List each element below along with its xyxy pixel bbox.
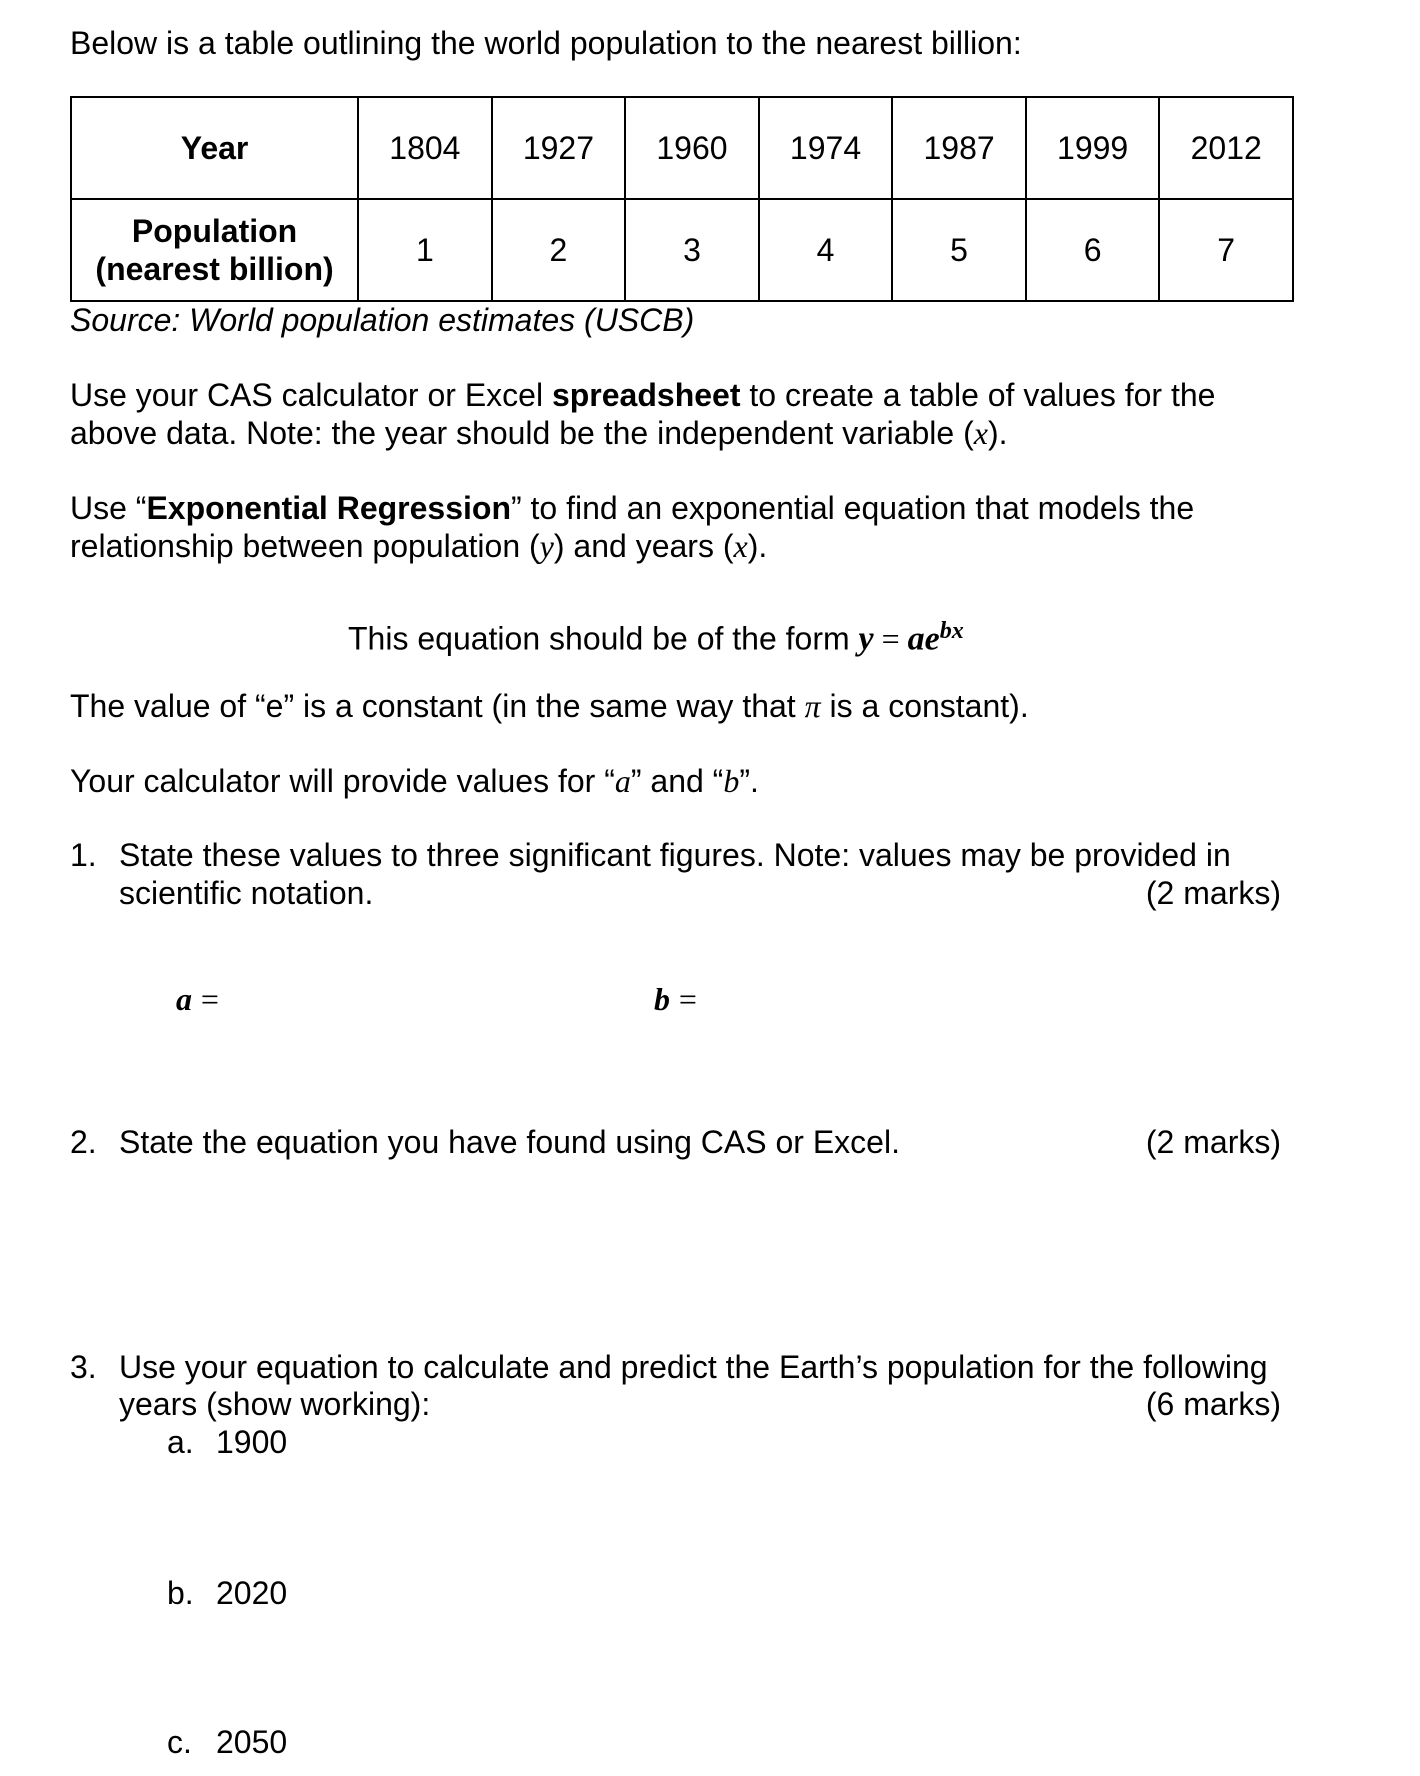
- q1-line1: State these values to three significant figures. Note: values may be provided in: [119, 837, 1231, 873]
- q3-line1: Use your equation to calculate and predict the Earth’s population for the following: [119, 1349, 1268, 1385]
- year-cell: 1974: [759, 97, 893, 199]
- population-table: [70, 96, 1294, 302]
- q3-item: [167, 1723, 287, 1761]
- constant-line: [70, 687, 1029, 725]
- para2-bold: Exponential Regression: [146, 490, 511, 526]
- population-cell: 7: [1159, 199, 1293, 301]
- source-note: Source: World population estimates (USCB): [70, 302, 695, 338]
- year-header: Year: [71, 97, 358, 199]
- population-cell: 2: [492, 199, 626, 301]
- equation-equals: =: [873, 620, 908, 657]
- var-x: x: [973, 415, 988, 451]
- para1-line1: [70, 376, 1215, 414]
- year-cell: 2012: [1159, 97, 1293, 199]
- population-cell: 6: [1026, 199, 1160, 301]
- q1-number: 1.: [70, 837, 97, 873]
- population-header: [71, 199, 358, 301]
- answer-a-equals: =: [200, 981, 219, 1017]
- q3-item-year: 2020: [216, 1575, 288, 1611]
- equation-form-text: This equation should be of the form: [348, 620, 859, 657]
- q2-text: State the equation you have found using CAS or Excel.: [119, 1124, 900, 1160]
- population-cell: 4: [759, 199, 893, 301]
- para1-text-c: above data. Note: the year should be the independent variable (: [70, 415, 974, 451]
- q3-line2: years (show working):: [119, 1386, 431, 1422]
- para1-text-a: Use your CAS calculator or Excel: [70, 377, 552, 413]
- year-cell: 1804: [358, 97, 492, 199]
- population-cell: 5: [892, 199, 1026, 301]
- para2-text-c: relationship between population (: [70, 528, 540, 564]
- para1-text-b: to create a table of values for the: [740, 377, 1216, 413]
- year-cell: 1999: [1026, 97, 1160, 199]
- provide-text-mid: ” and “: [630, 763, 724, 799]
- var-a: a: [614, 763, 631, 799]
- equation-rhs: ae: [907, 620, 940, 658]
- year-row: [71, 97, 1293, 199]
- answer-b: [654, 980, 697, 1018]
- para2-text-e: ).: [747, 528, 768, 564]
- q3-item: [167, 1423, 287, 1461]
- answer-b-equals: =: [678, 981, 697, 1017]
- para2-text-d: ) and years (: [553, 528, 734, 564]
- year-cell: 1927: [492, 97, 626, 199]
- q3-item-label: c.: [167, 1724, 192, 1760]
- provide-text-a: Your calculator will provide values for “: [70, 763, 615, 799]
- year-cell: 1960: [625, 97, 759, 199]
- population-header-line2: (nearest billion): [95, 251, 334, 287]
- equation-lhs: y: [858, 620, 874, 658]
- var-b: b: [723, 763, 740, 799]
- para1-bold: spreadsheet: [551, 377, 741, 413]
- para2-text-a: Use “: [70, 490, 147, 526]
- var-y: y: [539, 528, 554, 564]
- population-cell: 1: [358, 199, 492, 301]
- q2-number: 2.: [70, 1124, 97, 1160]
- q3-item-year: 1900: [216, 1424, 288, 1460]
- q3-item-year: 2050: [216, 1724, 288, 1760]
- para1-text-d: ).: [987, 415, 1008, 451]
- constant-text-b: is a constant).: [820, 688, 1029, 724]
- para2-line2: [70, 527, 767, 565]
- equation-form: [348, 612, 964, 659]
- para2-line1: [70, 489, 1194, 527]
- answer-a: [176, 980, 219, 1018]
- population-header-line1: Population: [131, 213, 298, 249]
- q3-item: [167, 1574, 287, 1612]
- constant-text-a: The value of “e” is a constant (in the same way that: [70, 688, 805, 724]
- para1-line2: [70, 414, 1008, 452]
- provide-text-b: ”.: [739, 763, 759, 799]
- population-cell: 3: [625, 199, 759, 301]
- q1-marks: (2 marks): [1145, 875, 1281, 911]
- q3-item-label: b.: [167, 1575, 194, 1611]
- para2-text-b: ” to find an exponential equation that models the: [510, 490, 1195, 526]
- q1-line2: scientific notation.: [119, 875, 374, 911]
- q3-item-label: a.: [167, 1424, 194, 1460]
- answer-b-label: b: [654, 981, 670, 1017]
- provide-line: [70, 762, 759, 800]
- q2-marks: (2 marks): [1145, 1124, 1281, 1160]
- intro-text: Below is a table outlining the world population to the nearest billion:: [70, 25, 1022, 61]
- answer-a-label: a: [176, 981, 192, 1017]
- year-cell: 1987: [892, 97, 1026, 199]
- pi-symbol: π: [804, 688, 821, 724]
- population-row: [71, 199, 1293, 301]
- q3-marks: (6 marks): [1145, 1386, 1281, 1422]
- equation-exponent: bx: [939, 618, 964, 644]
- var-x: x: [733, 528, 748, 564]
- q3-number: 3.: [70, 1349, 97, 1385]
